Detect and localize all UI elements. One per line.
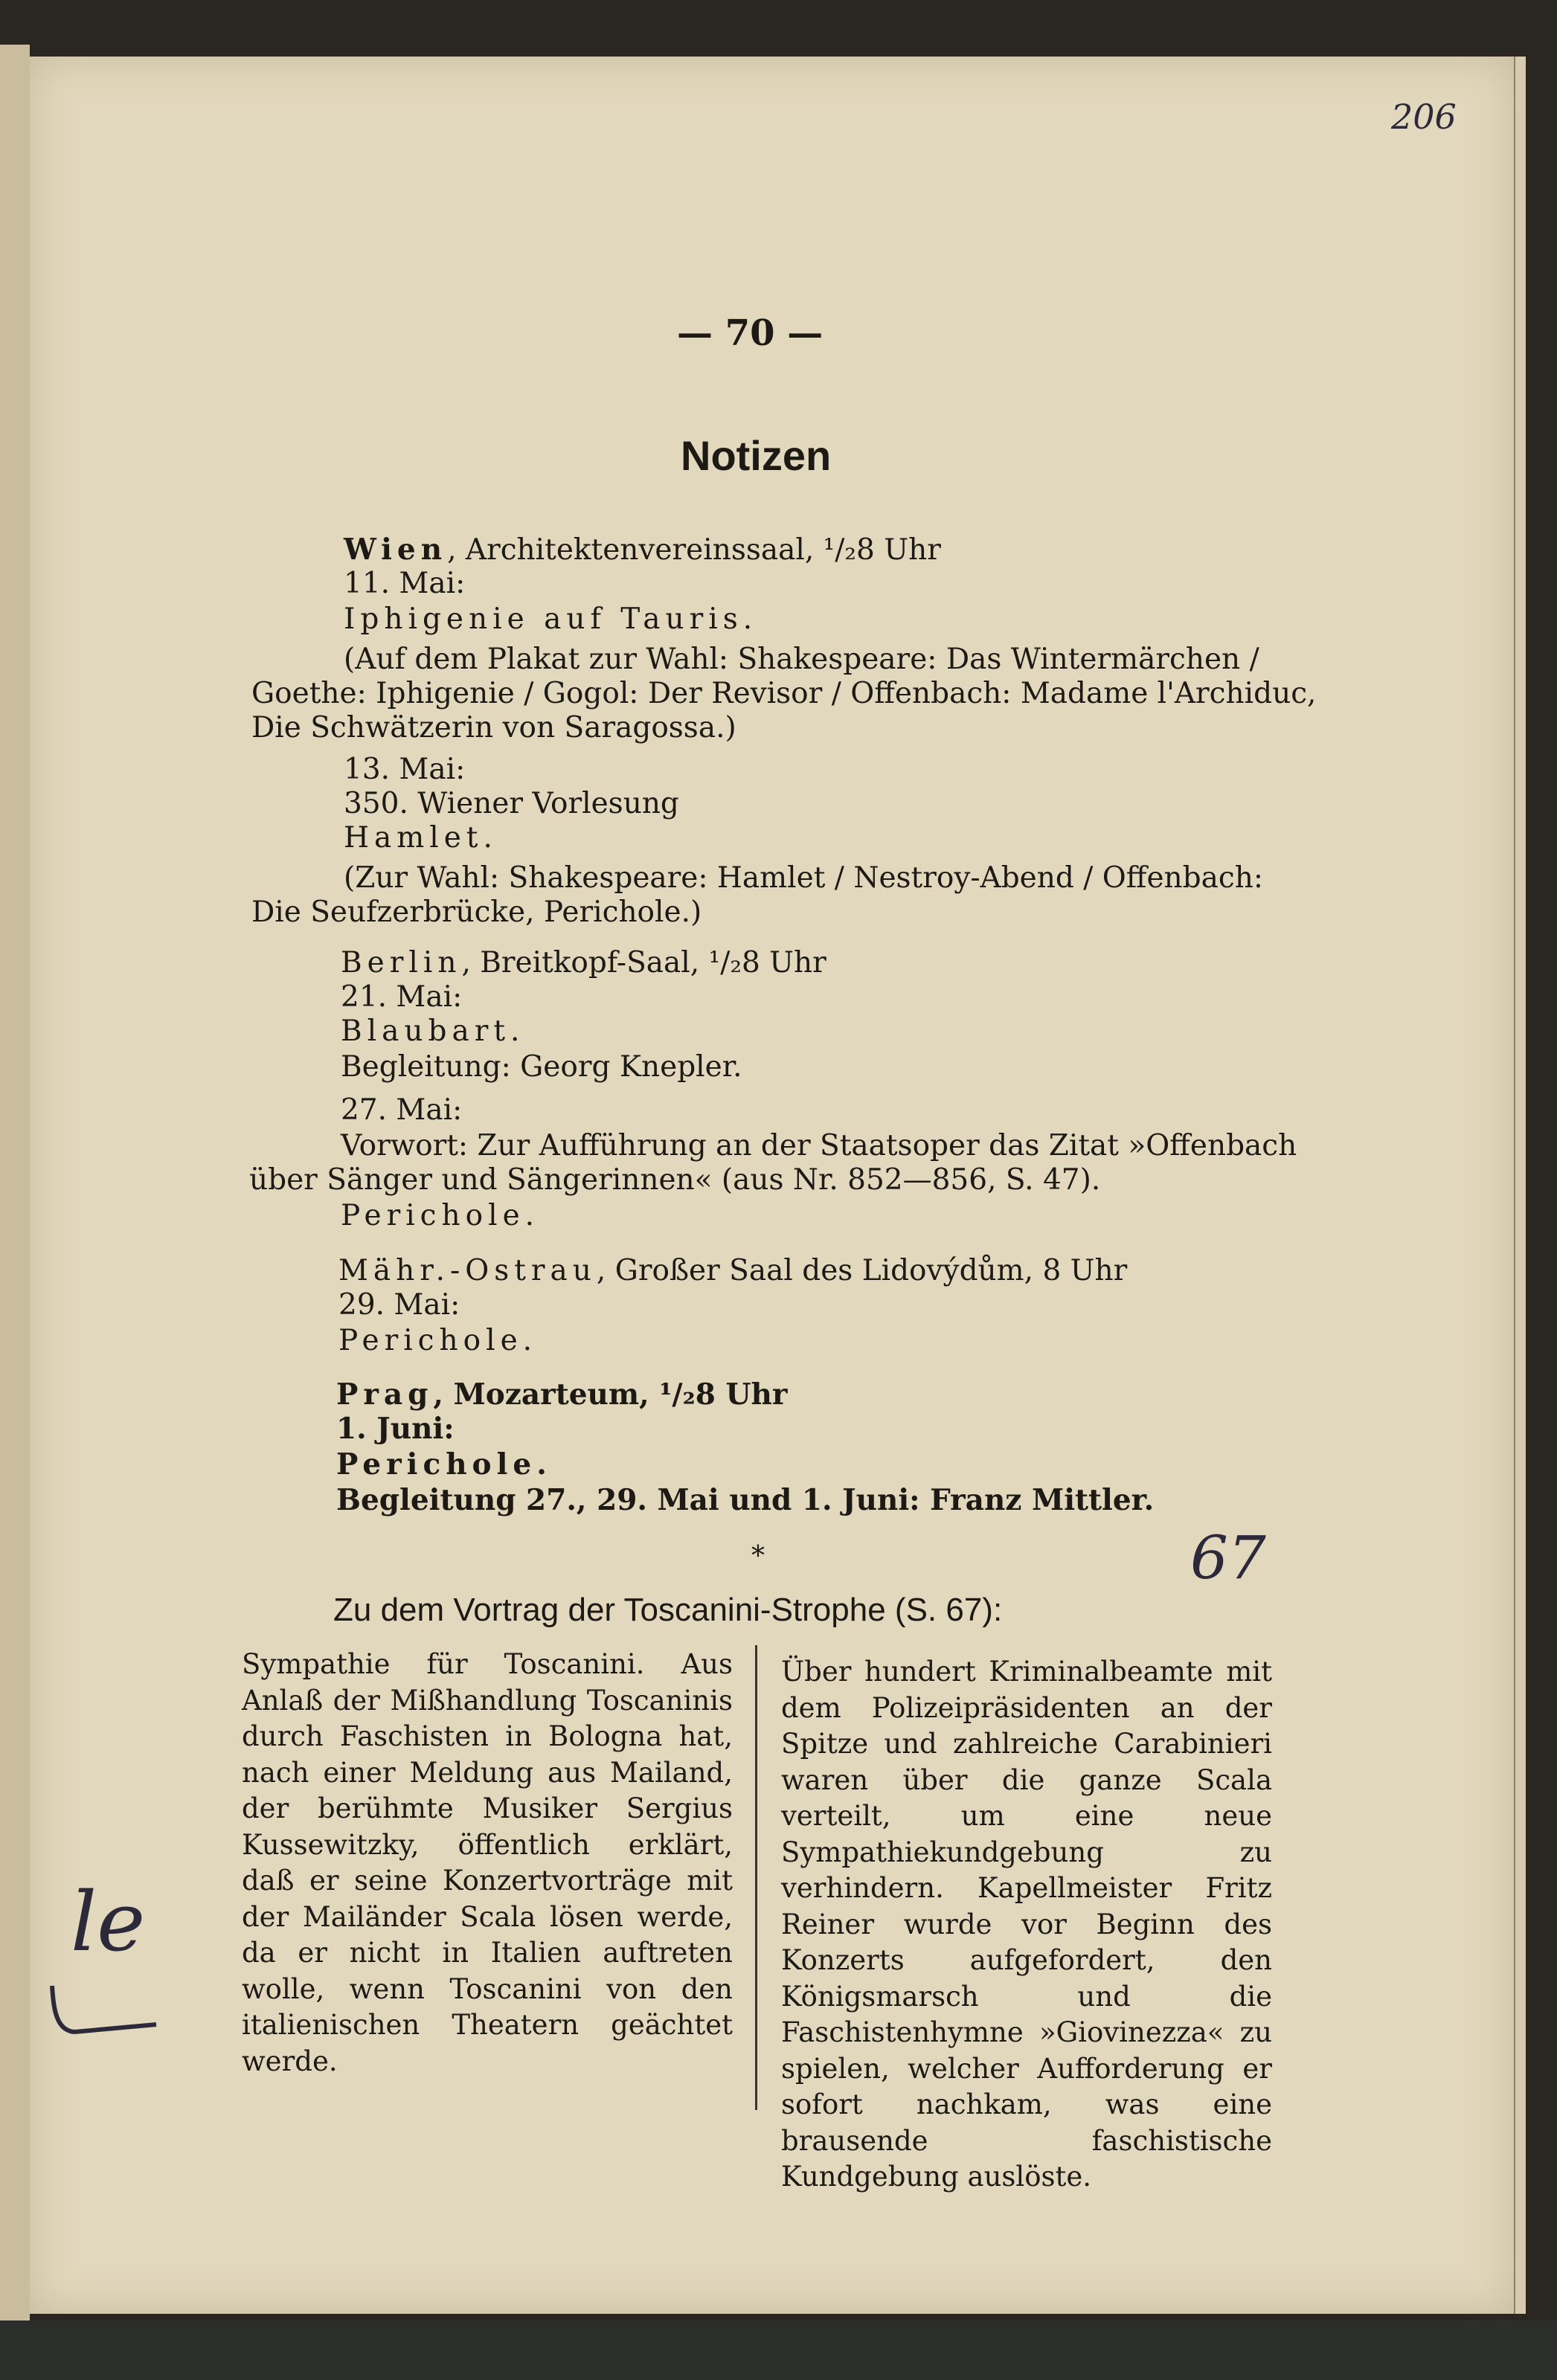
page-number: — 70 — [677,312,824,354]
city-wien: Wien [344,533,448,567]
berlin-foreword-line-1: Vorwort: Zur Aufführung an der Staatsoper das Zitat »Offenbach [341,1129,1297,1162]
column-divider [755,1645,757,2110]
wien-note-1-line-1: (Auf dem Plakat zur Wahl: Shakespeare: Das Wintermärchen / [344,643,1259,676]
prag-date: 1. Juni: [336,1412,455,1446]
entry-wien-header [344,533,941,567]
wien-date-1: 11. Mai: [344,567,466,600]
margin-stroke [45,1978,164,2038]
berlin-date-2: 27. Mai: [341,1093,463,1127]
wien-work-1: Iphigenie auf Tauris. [344,602,758,636]
prag-work: Perichole. [336,1447,552,1482]
ostrau-work: Perichole. [338,1324,538,1357]
section-separator: * [751,1541,765,1572]
venue-wien: , Architektenvereinssaal, ¹/₂8 Uhr [447,533,941,567]
venue-berlin: , Breitkopf-Saal, ¹/₂8 Uhr [461,946,826,980]
page-edges [1514,57,1526,2314]
prag-accompaniment: Begleitung 27., 29. Mai und 1. Juni: Franz Mittler. [336,1483,1155,1517]
scan-background [0,2320,1557,2380]
wien-work-2: Hamlet. [344,821,498,855]
venue-ostrau: , Großer Saal des Lidovýdům, 8 Uhr [596,1254,1128,1287]
wien-note-1-line-3: Die Schwätzerin von Saragossa.) [251,711,736,744]
handwritten-page-ref: 67 [1190,1523,1266,1592]
margin-annotation [71,1874,145,1969]
berlin-date-1: 21. Mai: [341,980,463,1014]
berlin-foreword-line-2: über Sänger und Sängerinnen« (aus Nr. 852—856, S. 47). [249,1163,1101,1197]
entry-berlin-header [341,946,826,980]
folio-number: 206 [1391,97,1457,137]
city-ostrau: Mähr.-Ostrau [338,1254,597,1287]
column-right: Über hundert Kriminalbeamte mit dem Polizeipräsidenten an der Spitze und zahlreiche Carabinieri waren über die ganze Scala verteilt, um eine neue Sympathiekundgebung zu verhindern. Kapellmeister Fritz Reiner wurde vor Beginn des Konzerts aufgefordert, den Königsmarsch und die Faschistenhymne »Giovinezza« zu spielen, welcher Aufforderung er sofort nachkam, was eine brausende faschistische Kundgebung auslöste. [781,1656,1272,2193]
berlin-work-2: Perichole. [341,1199,540,1232]
column-left: Sympathie für Toscanini. Aus Anlaß der Mißhandlung Toscaninis durch Faschisten in Bologna hat, nach einer Meldung aus Mailand, der berühmte Musiker Sergius Kussewitzky, öffentlich erklärt, daß er seine Konzertvorträge mit der Mailänder Scala lösen werde, da er nicht in Italien auftreten wolle, wenn Toscanini von den italienischen Theatern geächtet werde. [242,1648,733,2077]
section-heading: Zu dem Vortrag der Toscanini-Strophe (S. 67): [333,1592,1003,1628]
wien-note-2-line-1: (Zur Wahl: Shakespeare: Hamlet / Nestroy-Abend / Offenbach: [344,861,1263,895]
wien-note-2-line-2: Die Seufzerbrücke, Perichole.) [251,895,702,929]
city-prag: Prag [336,1377,434,1412]
wien-note-1-line-2: Goethe: Iphigenie / Gogol: Der Revisor / Offenbach: Madame l'Archiduc, [251,677,1317,710]
entry-ostrau-header [338,1254,1127,1288]
venue-prag: , Mozarteum, ¹/₂8 Uhr [433,1377,788,1412]
berlin-work-1: Blaubart. [341,1014,525,1048]
margin-annotation-text: le [71,1874,146,1969]
wien-reading: 350. Wiener Vorlesung [344,787,679,820]
page-title: Notizen [681,432,832,479]
wien-date-2: 13. Mai: [344,753,466,786]
berlin-accompaniment: Begleitung: Georg Knepler. [341,1050,742,1084]
book-spine [0,45,30,2350]
city-berlin: Berlin [341,946,462,980]
ostrau-date: 29. Mai: [338,1288,460,1322]
entry-prag-header [336,1377,787,1412]
